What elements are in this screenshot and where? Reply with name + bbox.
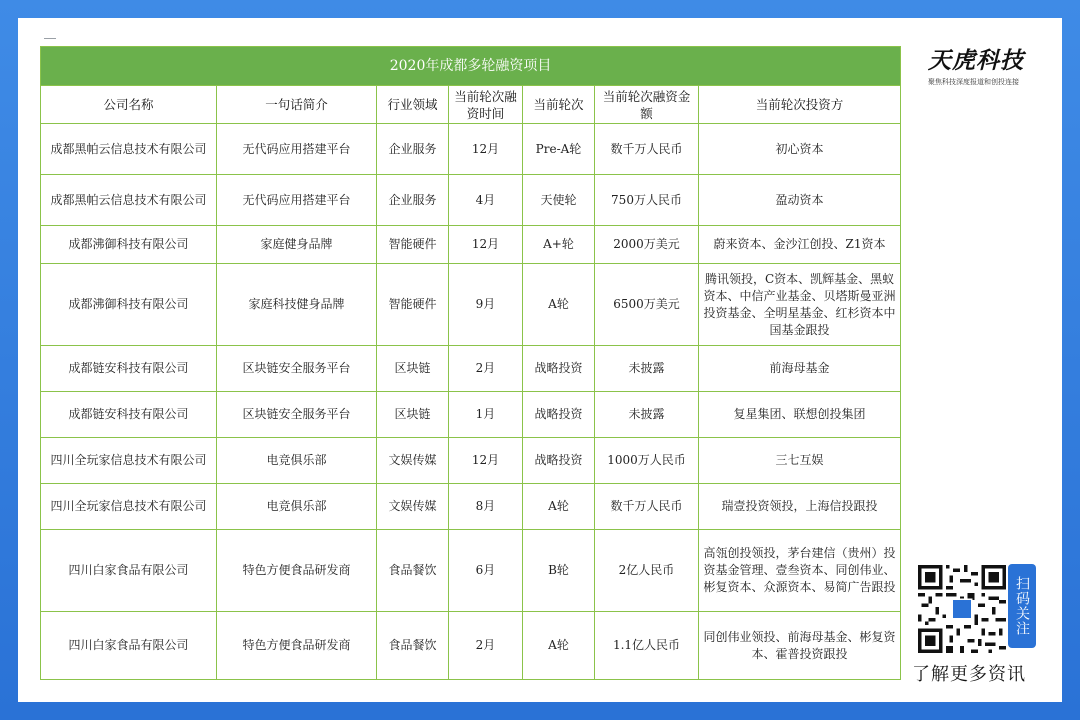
- cell-company: 成都黑帕云信息技术有限公司: [41, 124, 217, 175]
- cell-amount: 1.1亿人民币: [595, 612, 699, 680]
- cell-round: 战略投资: [523, 346, 595, 392]
- cell-amount: 1000万人民币: [595, 438, 699, 484]
- cell-industry: 食品餐饮: [377, 530, 449, 612]
- brand-tagline: 聚焦科技深度报道和创投连接: [928, 78, 1019, 86]
- cell-amount: 未披露: [595, 346, 699, 392]
- header-date: 当前轮次融资时间: [449, 86, 523, 124]
- cell-date: 4月: [449, 175, 523, 226]
- cell-investors: 高瓴创投领投，茅台建信（贵州）投资基金管理、壹叁资本、同创伟业、彬复资本、众源资本、易简广告跟投: [699, 530, 901, 612]
- header-round: 当前轮次: [523, 86, 595, 124]
- table-row: [41, 484, 901, 530]
- cell-investors: 盈动资本: [699, 175, 901, 226]
- cell-date: 6月: [449, 530, 523, 612]
- cell-company: 四川全玩家信息技术有限公司: [41, 484, 217, 530]
- more-info-caption: 了解更多资讯: [912, 664, 1026, 685]
- table-row: [41, 226, 901, 264]
- brand-block: [928, 42, 1048, 87]
- cell-date: 12月: [449, 438, 523, 484]
- cell-round: A轮: [523, 612, 595, 680]
- cell-intro: 家庭科技健身品牌: [217, 264, 377, 346]
- table-row: [41, 438, 901, 484]
- cell-intro: 电竞俱乐部: [217, 484, 377, 530]
- cell-investors: 复星集团、联想创投集团: [699, 392, 901, 438]
- cell-investors: 三七互娱: [699, 438, 901, 484]
- cell-date: 1月: [449, 392, 523, 438]
- cell-round: 战略投资: [523, 392, 595, 438]
- cell-intro: 特色方便食品研发商: [217, 530, 377, 612]
- cell-investors: 蔚来资本、金沙江创投、Z1资本: [699, 226, 901, 264]
- cell-industry: 食品餐饮: [377, 612, 449, 680]
- cell-round: Pre-A轮: [523, 124, 595, 175]
- cell-round: A轮: [523, 484, 595, 530]
- cell-intro: 无代码应用搭建平台: [217, 124, 377, 175]
- header-amount: 当前轮次融资金额: [595, 86, 699, 124]
- cell-industry: 文娱传媒: [377, 484, 449, 530]
- cell-company: 四川全玩家信息技术有限公司: [41, 438, 217, 484]
- cell-industry: 区块链: [377, 392, 449, 438]
- cell-investors: 腾讯领投，C资本、凯辉基金、黑蚁资本、中信产业基金、贝塔斯曼亚洲投资基金、全明星基金、红杉资本中国基金跟投: [699, 264, 901, 346]
- cell-round: 战略投资: [523, 438, 595, 484]
- cell-date: 8月: [449, 484, 523, 530]
- cell-round: B轮: [523, 530, 595, 612]
- cell-amount: 750万人民币: [595, 175, 699, 226]
- cell-company: 成都沸御科技有限公司: [41, 264, 217, 346]
- cell-amount: 2000万美元: [595, 226, 699, 264]
- cell-date: 2月: [449, 346, 523, 392]
- cell-company: 成都链安科技有限公司: [41, 346, 217, 392]
- table-title: 2020年成都多轮融资项目: [41, 47, 901, 86]
- table-row: [41, 530, 901, 612]
- cell-industry: 文娱传媒: [377, 438, 449, 484]
- cell-company: 成都黑帕云信息技术有限公司: [41, 175, 217, 226]
- cell-intro: 区块链安全服务平台: [217, 346, 377, 392]
- cell-amount: 未披露: [595, 392, 699, 438]
- cell-round: 天使轮: [523, 175, 595, 226]
- table-row: [41, 392, 901, 438]
- divider-mark: [44, 38, 56, 39]
- cell-investors: 前海母基金: [699, 346, 901, 392]
- cell-amount: 数千万人民币: [595, 124, 699, 175]
- cell-company: 成都沸御科技有限公司: [41, 226, 217, 264]
- brand-logo: 天虎科技: [928, 48, 1024, 74]
- cell-intro: 家庭健身品牌: [217, 226, 377, 264]
- cell-round: A轮: [523, 264, 595, 346]
- table-row: [41, 124, 901, 175]
- cell-date: 12月: [449, 124, 523, 175]
- funding-table: [40, 46, 901, 680]
- cell-intro: 电竞俱乐部: [217, 438, 377, 484]
- cell-intro: 无代码应用搭建平台: [217, 175, 377, 226]
- cell-company: 成都链安科技有限公司: [41, 392, 217, 438]
- cell-company: 四川白家食品有限公司: [41, 612, 217, 680]
- table-row: [41, 175, 901, 226]
- table-row: [41, 612, 901, 680]
- table-row: [41, 264, 901, 346]
- cell-industry: 企业服务: [377, 124, 449, 175]
- cell-date: 2月: [449, 612, 523, 680]
- cell-industry: 区块链: [377, 346, 449, 392]
- cell-amount: 6500万美元: [595, 264, 699, 346]
- cell-date: 12月: [449, 226, 523, 264]
- cell-round: A+轮: [523, 226, 595, 264]
- cell-date: 9月: [449, 264, 523, 346]
- qr-code-icon[interactable]: [918, 565, 1006, 653]
- cell-intro: 区块链安全服务平台: [217, 392, 377, 438]
- cell-investors: 初心资本: [699, 124, 901, 175]
- cell-industry: 智能硬件: [377, 264, 449, 346]
- header-intro: 一句话简介: [217, 86, 377, 124]
- cell-industry: 智能硬件: [377, 226, 449, 264]
- header-industry: 行业领域: [377, 86, 449, 124]
- table-row: [41, 346, 901, 392]
- header-company: 公司名称: [41, 86, 217, 124]
- header-investors: 当前轮次投资方: [699, 86, 901, 124]
- cell-investors: 瑞壹投资领投，上海信投跟投: [699, 484, 901, 530]
- cell-amount: 2亿人民币: [595, 530, 699, 612]
- cell-company: 四川白家食品有限公司: [41, 530, 217, 612]
- cell-amount: 数千万人民币: [595, 484, 699, 530]
- cell-investors: 同创伟业领投、前海母基金、彬复资本、霍普投资跟投: [699, 612, 901, 680]
- cell-intro: 特色方便食品研发商: [217, 612, 377, 680]
- scan-follow-label: 扫码关注: [1008, 564, 1036, 648]
- cell-industry: 企业服务: [377, 175, 449, 226]
